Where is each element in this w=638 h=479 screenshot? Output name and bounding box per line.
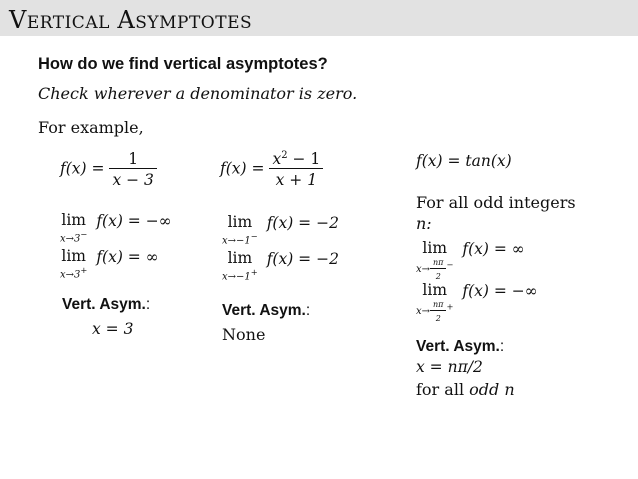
col2-lim1-operator: lim x→−1− <box>222 213 258 247</box>
col3-for-all-odd: odd n <box>469 380 515 399</box>
col2-num-rest: − 1 <box>287 150 321 169</box>
col3-lim1-rhs: f(x) = ∞ <box>462 240 525 258</box>
title-initial-a: A <box>117 6 136 34</box>
col2-lim1-rhs: f(x) = −2 <box>266 214 339 232</box>
for-example-text: For example, <box>38 118 144 137</box>
col2-lim2-sup: + <box>250 267 258 277</box>
col2-lim2-operator: lim x→−1+ <box>222 249 258 283</box>
col1-numerator: 1 <box>128 150 139 168</box>
col2-fraction <box>269 150 323 189</box>
col1-fraction <box>109 150 156 189</box>
slide-title <box>9 6 252 34</box>
col1-lim1-operator: lim x→3− <box>60 211 88 245</box>
title-bar <box>0 0 638 36</box>
col2-va-label-text: Vert. Asym. <box>222 302 306 319</box>
col3-lim1-sub: x→ <box>416 264 431 275</box>
col3-limit-right <box>416 282 538 324</box>
col1-lim2-sub: x→3 <box>60 269 81 281</box>
col3-lim2-rhs: f(x) = −∞ <box>462 282 538 300</box>
col3-lim2-sup: + <box>446 301 454 312</box>
col1-denominator: x − 3 <box>109 168 156 189</box>
col2-function <box>220 150 323 189</box>
col3-lim1-frac-num: nπ <box>433 258 444 267</box>
col3-va-label-text: Vert. Asym. <box>416 338 500 355</box>
col3-odd-line2: n: <box>416 214 432 233</box>
col1-function <box>60 150 157 189</box>
col1-lim2-operator: lim x→3+ <box>60 247 88 281</box>
col2-va-colon: : <box>305 302 311 319</box>
col2-lim2-rhs: f(x) = −2 <box>266 250 339 268</box>
col1-va-colon: : <box>145 296 151 313</box>
col1-va-value: x = 3 <box>92 320 134 338</box>
col3-lim2-frac-num: nπ <box>433 300 444 309</box>
title-rest-ertical: ERTICAL <box>26 13 110 33</box>
answer-text: Check wherever a denominator is zero. <box>38 84 358 103</box>
col2-num-exp: 2 <box>281 150 288 161</box>
col1-lim1-rhs: f(x) = −∞ <box>96 212 172 230</box>
col1-lim2-sup: + <box>80 265 88 275</box>
col3-va-label <box>416 338 504 356</box>
col3-lim2-operator: lim x→ $\frac{n\pi}{2}$ + <box>416 281 454 323</box>
col3-function: f(x) = tan(x) <box>416 152 512 170</box>
title-rest-symptotes: SYMPTOTES <box>135 13 253 33</box>
col1-lim1-sup: − <box>80 229 88 239</box>
col3-va-colon: : <box>499 338 505 355</box>
col3-lim2-sub: x→ <box>416 306 431 317</box>
col1-f-lhs: f(x) = <box>60 159 105 178</box>
col3-lim2-frac-den: 2 <box>430 310 446 324</box>
col2-va-value: None <box>222 325 266 344</box>
col1-limit-right <box>60 248 159 280</box>
question-heading: How do we find vertical asymptotes? <box>38 55 328 73</box>
col3-lim1-sup: − <box>446 259 454 270</box>
col3-limit-left <box>416 240 525 282</box>
col3-for-all-prefix: for all <box>416 380 470 399</box>
col2-lim1-sup: − <box>250 231 258 241</box>
col3-va-value: x = nπ/2 <box>416 358 483 376</box>
col3-for-all <box>416 380 515 399</box>
col1-limit-left <box>60 212 172 244</box>
col2-va-label <box>222 302 310 320</box>
col1-lim1-sub: x→3 <box>60 233 81 245</box>
col2-lim2-sub: x→−1 <box>222 271 251 283</box>
title-initial-v: V <box>9 6 27 34</box>
col2-denominator: x + 1 <box>269 168 323 189</box>
col2-lim1-sub: x→−1 <box>222 235 251 247</box>
col2-num-base: x <box>272 150 282 169</box>
col1-va-label <box>62 296 150 314</box>
col2-limit-right <box>222 250 339 282</box>
col2-f-lhs: f(x) = <box>220 159 265 178</box>
col2-limit-left <box>222 214 339 246</box>
col3-lim1-operator: lim x→ $\frac{n\pi}{2}$ − <box>416 239 454 281</box>
col2-numerator <box>269 150 323 168</box>
col1-lim2-rhs: f(x) = ∞ <box>96 248 159 266</box>
col3-odd-line1: For all odd integers <box>416 193 576 212</box>
col3-lim1-frac-den: 2 <box>430 268 446 282</box>
col1-va-label-text: Vert. Asym. <box>62 296 146 313</box>
